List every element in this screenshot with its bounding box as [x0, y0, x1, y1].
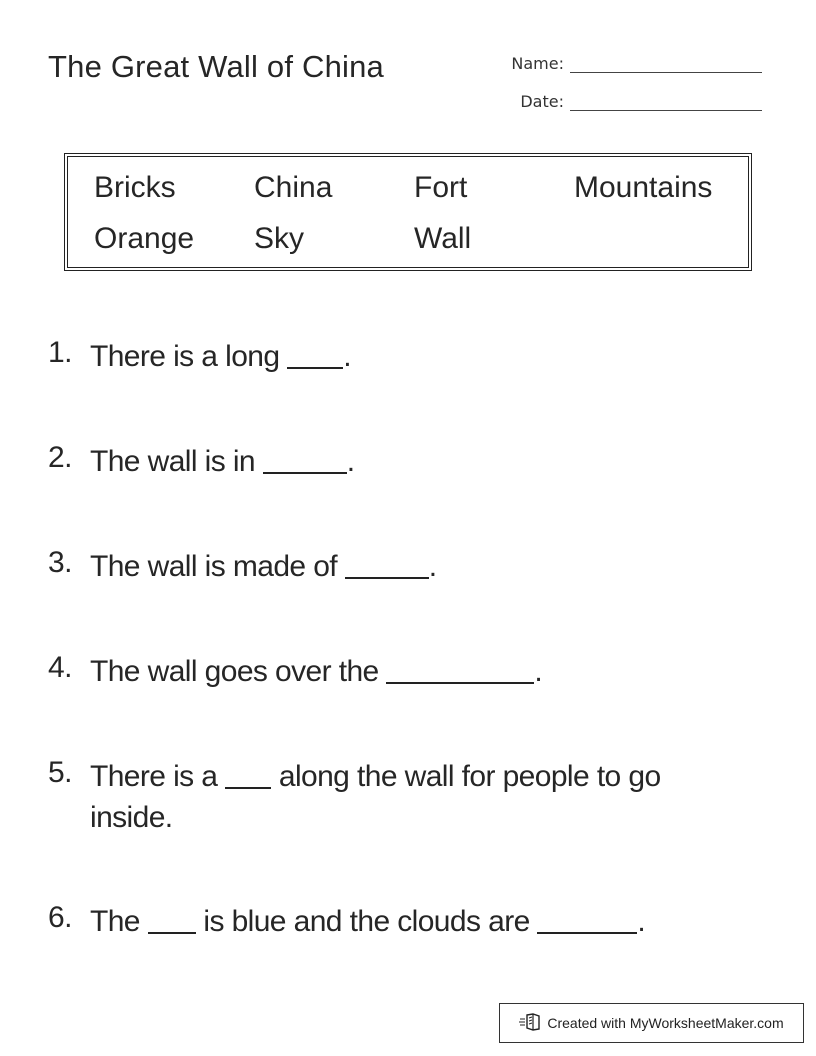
- name-line: [570, 54, 762, 73]
- book-icon: [519, 1013, 547, 1034]
- word-bank-item: Fort: [414, 171, 468, 204]
- question-text-end: .: [428, 550, 437, 583]
- name-label: Name:: [511, 54, 564, 73]
- question-number: 5.: [48, 756, 72, 789]
- question-number: 6.: [48, 901, 72, 934]
- worksheet-title: The Great Wall of China: [48, 49, 384, 84]
- answer-blank[interactable]: [287, 337, 343, 369]
- question-number: 1.: [48, 336, 72, 369]
- answer-blank[interactable]: [263, 442, 347, 474]
- question-text-end: .: [637, 905, 646, 938]
- word-bank-item: Wall: [414, 222, 472, 255]
- answer-blank[interactable]: [225, 757, 271, 789]
- word-bank-item: Orange: [94, 222, 195, 255]
- name-field: [504, 54, 762, 73]
- word-bank-item: Bricks: [94, 171, 176, 204]
- date-field: [504, 92, 762, 111]
- question-text-end: along the wall for people to go: [271, 760, 661, 793]
- question-text-middle: is blue and the clouds are: [195, 905, 538, 938]
- answer-blank[interactable]: [148, 902, 196, 934]
- question-text-end: .: [346, 445, 355, 478]
- answer-blank[interactable]: [386, 652, 534, 684]
- footer-credit[interactable]: [499, 1003, 804, 1043]
- date-label: Date:: [520, 92, 564, 111]
- question-text: There is a: [90, 760, 226, 793]
- word-bank-item: China: [254, 171, 333, 204]
- word-bank-item: Mountains: [574, 171, 713, 204]
- question-text: The wall goes over the: [90, 655, 387, 688]
- question-number: 2.: [48, 441, 72, 474]
- question-text: There is a long: [90, 340, 288, 373]
- answer-blank[interactable]: [537, 902, 637, 934]
- word-bank-item: Sky: [254, 222, 305, 255]
- question-number: 4.: [48, 651, 72, 684]
- question-text: The wall is in: [90, 445, 263, 478]
- question-text-end: .: [343, 340, 351, 373]
- answer-blank[interactable]: [345, 547, 429, 579]
- question-text-end: .: [534, 655, 543, 688]
- footer-text: Created with MyWorksheetMaker.com: [547, 1015, 784, 1031]
- question-number: 3.: [48, 546, 72, 579]
- question-text: The: [90, 905, 148, 938]
- question-text: The wall is made of: [90, 550, 345, 583]
- word-bank: [64, 153, 752, 271]
- date-line: [570, 92, 762, 111]
- question-text-line-2: inside.: [90, 801, 173, 834]
